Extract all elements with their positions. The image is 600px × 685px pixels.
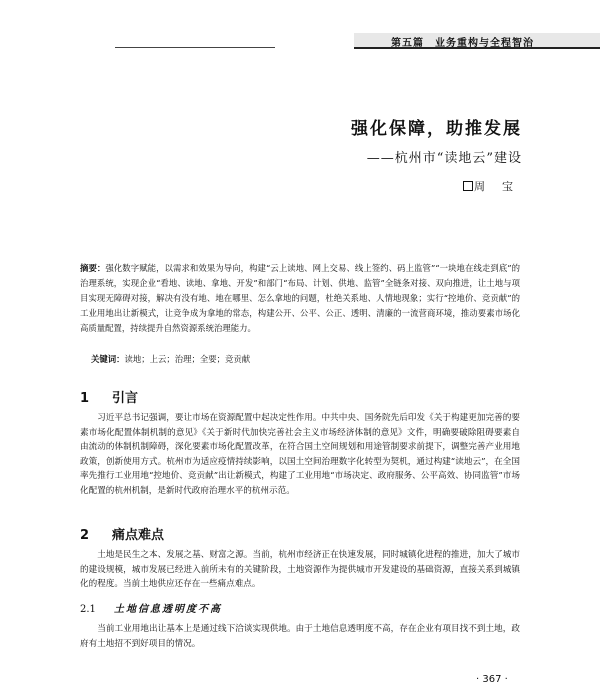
article-subtitle: ——杭州市“读地云”建设 bbox=[366, 151, 522, 166]
author-line bbox=[463, 178, 516, 194]
abstract-text: 强化数字赋能，以需求和效果为导向，构建“云上读地、网上交易、线上签约、码上监管”“一块地在线走到底”的治理系统，实现企业“看地、读地、拿地、开发”和部门“布局、计划、供地、监管”全链条对接、双向推进，让土地与项目实现无障碍对接，解决有没有地、地在哪里、怎么拿地的问题，杜绝关系地、人情地现象；实行“控地价、竞贡献”的工业用地出让新模式，让竞争成为拿地的常态，构建公开、公平、公正、透明、清廉的一流营商环境，推动要素市场化高质量配置，持续提升自然资源系统治理能力。 bbox=[80, 263, 521, 333]
keywords bbox=[91, 353, 250, 365]
abstract-label: 摘要： bbox=[80, 263, 106, 273]
article-title: 强化保障，助推发展 bbox=[351, 119, 522, 139]
section-title: 痛点难点 bbox=[112, 528, 165, 543]
section-heading-1 bbox=[80, 387, 138, 406]
author-box-icon bbox=[463, 181, 473, 191]
abstract bbox=[80, 261, 520, 336]
section-heading-2 bbox=[80, 524, 164, 543]
subsection-number: 2.1 bbox=[80, 604, 96, 615]
section-number: 2 bbox=[80, 528, 90, 543]
subsection-title: 土地信息透明度不高 bbox=[114, 604, 222, 615]
section-title: 引言 bbox=[112, 391, 139, 406]
subsection-paragraph: 当前工业用地出让基本上是通过线下洽谈实现供地。由于土地信息透明度不高，存在企业有项目找不到土地，政府有土地招不到好项目的情况。 bbox=[80, 624, 520, 649]
page-number: · 367 · bbox=[476, 674, 508, 685]
section-number: 1 bbox=[80, 391, 90, 406]
header-rule-left bbox=[115, 47, 275, 48]
section-2-paragraph: 土地是民生之本、发展之基、财富之源。当前，杭州市经济正在快速发展，同时城镇化进程的推进，加大了城市的建设规模，城市发展已经进入前所未有的关键阶段，土地资源作为提供城市开发建设的基础资源，直接关系到城镇化的程度。当前土地供应还存在一些痛点难点。 bbox=[80, 550, 520, 590]
section-1-paragraph: 习近平总书记强调，要让市场在资源配置中起决定性作用。中共中央、国务院先后印发《关于构建更加完善的要素市场化配置体制机制的意见》《关于新时代加快完善社会主义市场经济体制的意见》文件，明确要破除阻碍要素自由流动的体制机制障碍，深化要素市场化配置改革，在符合国土空间规划和用途管制要求前提下，调整完善产业用地政策，创新使用方式。杭州市为适应疫情持续影响，以国土空间治理数字化转型为契机，通过构建“读地云”，在全国率先推行工业用地“控地价、竞贡献”出让新模式，构建了工业用地“市场决定、政府服务、公平高效、协同监管”市场化配置的杭州机制，是新时代政府治理水平的杭州示范。 bbox=[80, 413, 520, 496]
subsection-heading bbox=[80, 600, 222, 615]
running-header: 第五篇 业务重构与全程智治 bbox=[391, 38, 534, 49]
keywords-text: 读地；上云；治理；全要；竞贡献 bbox=[124, 354, 251, 364]
author-name: 周 宝 bbox=[474, 180, 516, 193]
keywords-label: 关键词： bbox=[91, 354, 125, 364]
